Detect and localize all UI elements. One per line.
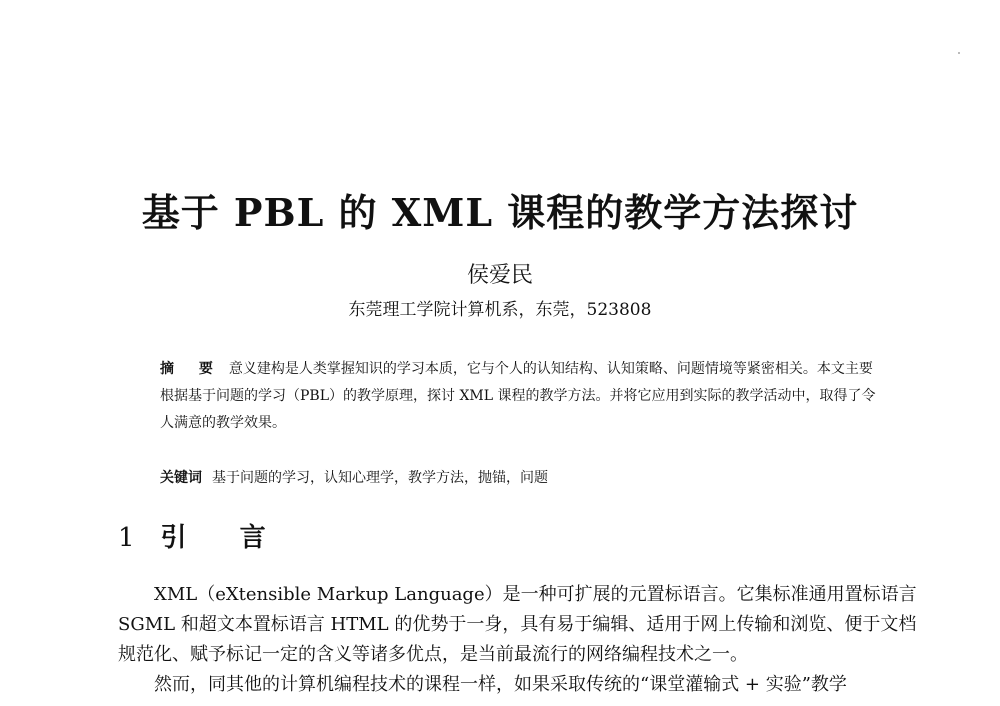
paragraph: XML（eXtensible Markup Language）是一种可扩展的元置标语言。它集标准通用置标语言 SGML 和超文本置标语言 HTML 的优势于一身，具有易于编辑、适用于网上传输和浏览、便于文档规范化、赋予标记一定的含义等诸多优点，是当前最流行的网络编程技术之一。 <box>118 584 917 665</box>
abstract-text: 意义建构是人类掌握知识的学习本质，它与个人的认知结构、认知策略、问题情境等紧密相关。本文主要根据基于问题的学习（PBL）的教学原理，探讨 XML 课程的教学方法。并将它应用到实际的教学活动中，取得了令人满意的教学效果。 <box>160 361 876 431</box>
scan-speck <box>958 52 960 54</box>
keywords-label: 关键词 <box>160 470 202 486</box>
abstract-label: 摘 要 <box>160 361 223 377</box>
keywords-text: 基于问题的学习，认知心理学，教学方法，抛锚，问题 <box>212 470 548 486</box>
keywords-block <box>160 466 880 490</box>
paper-title: 基于 PBL 的 XML 课程的教学方法探讨 <box>141 190 859 235</box>
abstract-block <box>160 356 880 437</box>
section-title: 引 言 <box>160 523 288 553</box>
author-name: 侯爱民 <box>466 263 533 288</box>
section-heading <box>118 520 288 556</box>
body-text <box>118 580 918 700</box>
paragraph: 然而，同其他的计算机编程技术的课程一样，如果采取传统的“课堂灌输式 + 实验”教学 <box>154 674 847 695</box>
author-affiliation: 东莞理工学院计算机系，东莞，523808 <box>348 300 652 320</box>
section-number: 1 <box>118 523 135 553</box>
